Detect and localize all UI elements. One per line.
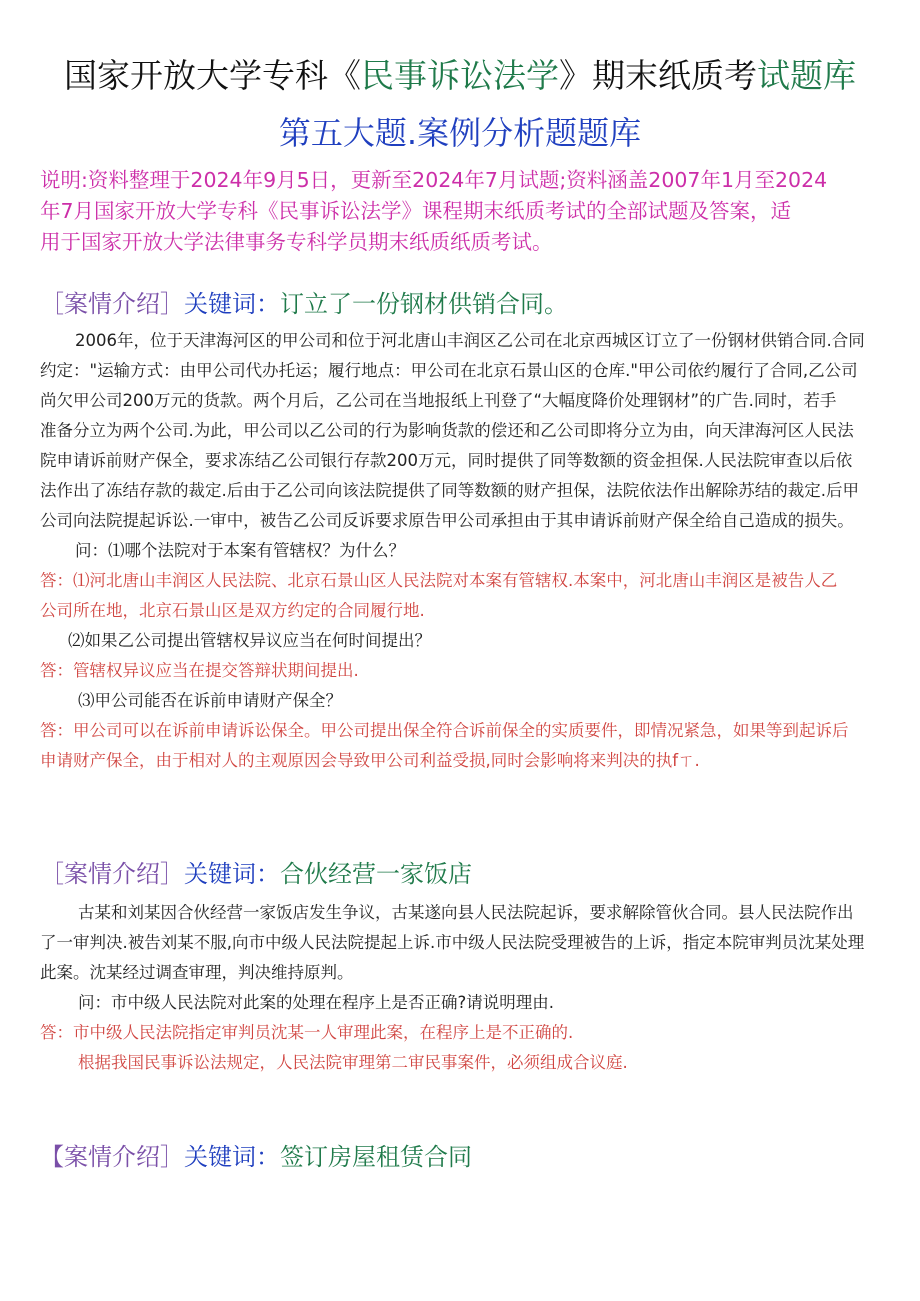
- body-line: 古某和刘某因合伙经营一家饭店发生争议，古某遂向县人民法院起诉，要求解除管伙合同。县人民法院作出: [78, 903, 854, 922]
- answer: 公司所在地，北京石景山区是双方约定的合同履行地.: [40, 601, 425, 620]
- title-part-2: 民事诉讼法学: [361, 56, 559, 95]
- question: ⑵如果乙公司提出管辖权异议应当在何时间提出？: [68, 631, 431, 650]
- note-line: 年7月国家开放大学专科《民事诉讼法学》课程期末纸质考试的全部试题及答案，适: [40, 199, 792, 223]
- body-line: 2006年，位于天津海河区的甲公司和位于河北唐山丰润区乙公司在北京西城区订立了一份钢材供销合同.合同: [75, 331, 865, 350]
- answer: 答：⑴河北唐山丰润区人民法院、北京石景山区人民法院对本案有管辖权.本案中，河北唐山丰润区是被告人乙: [40, 571, 838, 590]
- answer: 答：甲公司可以在诉前申请诉讼保全。甲公司提出保全符合诉前保全的实质要件，即情况紧急，如果等到起诉后: [40, 721, 849, 740]
- body-line: 准备分立为两个公司.为此，甲公司以乙公司的行为影响货款的偿还和乙公司即将分立为由，向天津海河区人民法: [40, 421, 854, 440]
- question: 问：⑴哪个法院对于本案有管辖权？为什么？: [75, 541, 405, 560]
- note-line: 说明:资料整理于2024年9月5日，更新至2024年7月试题;资料涵盖2007年1月至2024: [40, 168, 828, 192]
- case-keyword: 合伙经营一家饭店: [280, 860, 472, 888]
- case-heading: [40, 288, 568, 320]
- case-heading: [40, 858, 472, 890]
- body-line: 公司向法院提起诉讼.一审中，被告乙公司反诉要求原告甲公司承担由于其申请诉前财产保全给自己造成的损失。: [40, 511, 854, 530]
- question: ⑶甲公司能否在诉前申请财产保全？: [78, 691, 342, 710]
- body-line: 了一审判决.被告刘某不服,向市中级人民法院提起上诉.市中级人民法院受理被告的上诉，指定本院审判员沈某处理: [40, 933, 865, 952]
- keyword-label: 关键词：: [184, 860, 280, 888]
- answer: 申请财产保全，由于相对人的主观原因会导致甲公司利益受损,同时会影响将来判决的执fㄒ.: [40, 751, 700, 770]
- body-line: 法作出了冻结存款的裁定.后由于乙公司向该法院提供了同等数额的财产担保，法院依法作出解除苏结的裁定.后甲: [40, 481, 859, 500]
- document-title: [0, 56, 920, 96]
- title-part-4: 试题库: [757, 56, 856, 95]
- keyword-label: 关键词：: [184, 290, 280, 318]
- case-bracket-label: 【案情介绍］: [40, 1143, 184, 1171]
- answer: 根据我国民事诉讼法规定，人民法院审理第二审民事案件，必须组成合议庭.: [78, 1053, 628, 1072]
- description-note: [40, 165, 885, 258]
- answer: 答：市中级人民法院指定审判员沈某一人审理此案，在程序上是不正确的.: [40, 1023, 574, 1042]
- case-body: [40, 898, 864, 1078]
- document-subtitle: 第五大题.案例分析题题库: [278, 114, 642, 152]
- body-line: 此案。沈某经过调查审理，判决维持原判。: [40, 963, 354, 982]
- case-bracket-label: ［案情介绍］: [40, 290, 184, 318]
- case-keyword: 订立了一份钢材供销合同。: [280, 290, 568, 318]
- case-bracket-label: ［案情介绍］: [40, 860, 184, 888]
- case-keyword: 签订房屋租赁合同: [280, 1143, 472, 1171]
- answer: 答：管辖权异议应当在提交答辩状期间提出.: [40, 661, 359, 680]
- body-line: 院申请诉前财产保全，要求冻结乙公司银行存款200万元，同时提供了同等数额的资金担保.人民法院审查以后依: [40, 451, 853, 470]
- question: 问：市中级人民法院对此案的处理在程序上是否正确?请说明理由.: [78, 993, 555, 1012]
- body-line: 尚欠甲公司200万元的货款。两个月后，乙公司在当地报纸上刊登了“大幅度降价处理钢材”的广告.同时，若手: [40, 391, 837, 410]
- case-heading: [40, 1141, 472, 1173]
- title-part-1: 国家开放大学专科《: [64, 56, 361, 95]
- keyword-label: 关键词：: [184, 1143, 280, 1171]
- note-line: 用于国家开放大学法律事务专科学员期末纸质纸质考试。: [40, 230, 553, 254]
- body-line: 约定："运输方式：由甲公司代办托运；履行地点：甲公司在北京石景山区的仓库."甲公司依约履行了合同,乙公司: [40, 361, 858, 380]
- title-part-3: 》期末纸质考: [559, 56, 757, 95]
- case-body: [40, 326, 865, 776]
